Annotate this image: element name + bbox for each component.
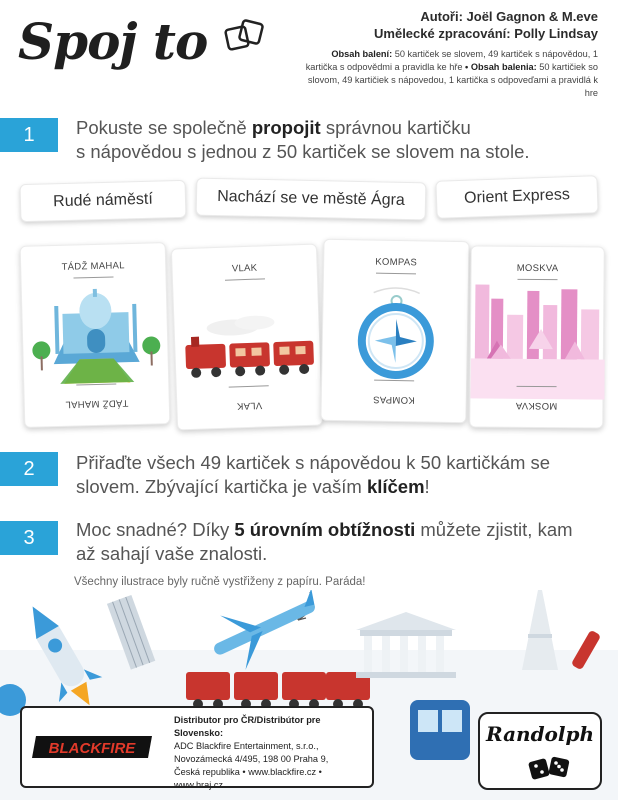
contents-sk-label: Obsah balenia:: [470, 62, 537, 72]
step-3-number: 3: [0, 521, 58, 555]
distributor-text: [174, 714, 372, 792]
blackfire-logo: [32, 734, 154, 760]
step-1-bold: propojit: [251, 117, 321, 138]
cable-car-icon: [410, 700, 470, 760]
step-2-text: Přiřaďte všech 49 kartiček s nápovědou k 50 kartičkám se slovem. Zbývající kartička je vaším klíčem!: [76, 452, 551, 497]
distributor-line-1: ADC Blackfire Entertainment, s.r.o.,: [174, 741, 319, 751]
clue-card-3: Orient Express: [435, 175, 598, 219]
card-word-bottom: TÁDŽ MAHAL: [65, 397, 129, 410]
linked-squares-icon: [223, 18, 267, 62]
step-2-bold: klíčem: [366, 476, 425, 497]
card-word-top: TÁDŽ MAHAL: [61, 260, 125, 273]
step-1-text: Pokuste se společně propojit správnou kartičku s nápovědou s jednou z 50 kartiček se slovem na stole.: [76, 117, 530, 162]
credits: [298, 8, 598, 100]
distributor-line-3: Česká republika • www.blackfire.cz • www.hraj.cz: [174, 767, 322, 790]
paper-cut-note: Všechny ilustrace byly ručně vystřiženy z papíru. Paráda!: [74, 576, 366, 588]
authors-line: Autoři: Joël Gagnon & M.eve: [420, 9, 598, 24]
card-word-bottom: VLAK: [236, 399, 263, 412]
step-1-number: 1: [0, 118, 58, 152]
dice-icon: [528, 754, 572, 784]
taj-mahal-icon: [22, 281, 171, 395]
contents-cz: 50 kartiček se slovem, 49 kartiček s nápovědou, 1 kartička s odpovědmi a pravidla ke hře: [305, 49, 598, 72]
box-contents: Obsah balení: 50 kartiček se slovem, 49 kartiček s nápovědou, 1 kartička s odpovědmi a pravidla ke hře • Obsah balenia: 50 kartičiek so slovom, 49 kartičiek s nápovedou, 1 kartička s odpoveďami a pravidlá k hre: [305, 49, 598, 98]
compass-icon: [322, 278, 470, 391]
word-card-taj-mahal: [20, 242, 171, 428]
randolph-logo: [478, 712, 602, 790]
game-logo: [18, 6, 278, 90]
contents-sk: 50 kartičiek so slovom, 49 kartičiek s nápovedou, 1 kartička s odpoveďami a pravidlá k hre: [307, 62, 598, 98]
card-word-top: VLAK: [231, 262, 258, 275]
clue-card-1: Rudé náměstí: [20, 180, 187, 222]
contents-cz-label: Obsah balení:: [331, 49, 393, 59]
card-word-top: KOMPAS: [375, 256, 418, 269]
distributor-box: [20, 706, 374, 788]
distributor-line-2: Novozámecká 4/495, 198 00 Praha 9,: [174, 754, 329, 764]
moscow-skyline-icon: [470, 284, 605, 405]
step-3-bold: 5 úrovním obtížnosti: [234, 519, 416, 540]
step-3-text: Moc snadné? Díky 5 úrovním obtížnosti můžete zjistit, kam až sahají vaše znalosti.: [76, 519, 573, 564]
blackfire-logo-text: BLACKFIRE: [48, 740, 136, 757]
step-2-number: 2: [0, 452, 58, 486]
logo-text: Spoj to: [18, 12, 208, 71]
word-card-vlak: [171, 244, 323, 431]
card-word-bottom: KOMPAS: [372, 393, 415, 406]
distributor-title: Distributor pro ČR/Distribútor pre Slovensko:: [174, 715, 321, 738]
train-icon: [173, 282, 323, 397]
word-card-moskva: [469, 245, 605, 428]
clue-card-2: Nachází se ve městě Ágra: [196, 178, 427, 221]
card-word-top: MOSKVA: [516, 262, 559, 275]
card-word-bottom: MOSKVA: [515, 399, 558, 412]
art-line: Umělecké zpracování: Polly Lindsay: [374, 26, 598, 41]
randolph-logo-text: Randolph: [485, 722, 595, 746]
word-card-kompas: [320, 239, 469, 424]
